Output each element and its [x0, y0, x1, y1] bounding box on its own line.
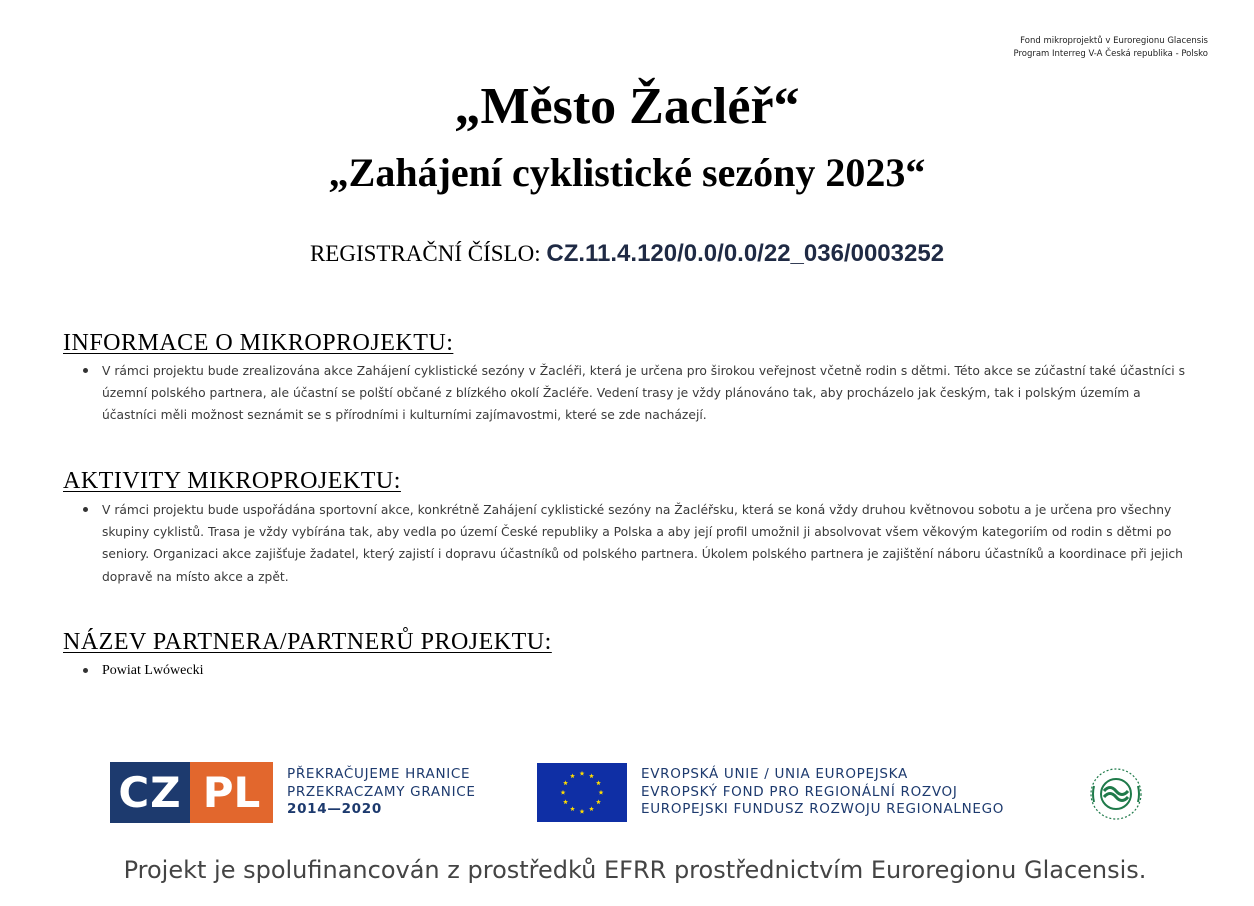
eu-star-icon [596, 799, 601, 804]
eu-line2: EVROPSKÝ FOND PRO REGIONÁLNÍ ROZVOJ [641, 783, 958, 800]
czpl-logo [110, 762, 273, 823]
eu-star-icon [599, 790, 604, 795]
eu-star-icon [589, 773, 594, 778]
eu-star-icon [596, 780, 601, 785]
eu-logo-text [641, 766, 1004, 819]
section-list-info [102, 360, 1192, 427]
list-item: Powiat Lwówecki [102, 660, 1192, 682]
section-heading-activities: AKTIVITY MIKROPROJEKTU: [63, 468, 401, 494]
czpl-logo-pl: PL [190, 762, 273, 823]
list-item: V rámci projektu bude uspořádána sportovní akce, konkrétně Zahájení cyklistické sezóny na Žacléřsku, která se koná vždy druhou květnovou sobotu a je určena pro všechny skupiny cyklistů. Trasa je vždy vybírána tak, aby vedla po území České republiky a Polska a aby její profil umožnil ji absolvovat všem věkovým kategoriím od rodin s dětmi po seniory. Organizaci akce zajišťuje žadatel, který zajistí i dopravu účastníků od polského partnera. Úkolem polského partnera je zajištění náboru účastníků a koordinace při jejich dopravě na místo akce a zpět. [102, 499, 1192, 588]
eu-star-icon [580, 809, 585, 814]
footer-cofinancing-note: Projekt je spolufinancován z prostředků EFRR prostřednictvím Euroregionu Glacensis. [123, 856, 1147, 884]
registration-number [0, 240, 1254, 268]
page-subtitle: „Zahájení cyklistické sezóny 2023“ [328, 150, 926, 195]
eu-star-icon [570, 806, 575, 811]
eu-flag-icon [537, 763, 627, 822]
section-list-activities [102, 499, 1192, 588]
section-list-partners [102, 660, 1192, 682]
registration-value: CZ.11.4.120/0.0/0.0/22_036/0003252 [546, 240, 945, 267]
program-note-line1: Fond mikroprojektů v Euroregionu Glacensis [1020, 36, 1208, 46]
eu-star-icon [563, 780, 568, 785]
eu-star-icon [589, 806, 594, 811]
czpl-logo-text [287, 766, 476, 819]
section-heading-info: INFORMACE O MIKROPROJEKTU: [63, 330, 454, 356]
czpl-line2: PRZEKRACZAMY GRANICE [287, 783, 476, 800]
page-title: „Město Žacléř“ [454, 78, 800, 135]
program-note-line2: Program Interreg V-A Česká republika - Polsko [1013, 49, 1208, 59]
czpl-years: 2014—2020 [287, 801, 382, 817]
eu-line1: EVROPSKÁ UNIE / UNIA EUROPEJSKA [641, 766, 908, 782]
czpl-logo-cz: CZ [110, 762, 190, 823]
program-note [1013, 35, 1208, 61]
section-heading-partners: NÁZEV PARTNERA/PARTNERŮ PROJEKTU: [63, 629, 552, 655]
eu-star-icon [570, 773, 575, 778]
registration-label: REGISTRAČNÍ ČÍSLO: [309, 241, 547, 266]
eu-stars-icon [537, 763, 627, 822]
eu-star-icon [580, 771, 585, 776]
list-item: V rámci projektu bude zrealizována akce Zahájení cyklistické sezóny v Žacléři, která je určena pro širokou veřejnost včetně rodin s dětmi. Této akce se zúčastní také účastníci s územní polského partnera, ale účastní se polští občané z blízkého okolí Žacléře. Vedení trasy je vždy plánováno tak, aby procházelo jak českým, tak i polským územím a účastníci měli možnost seznámit se s přírodními i kulturními zajímavostmi, které se zde nacházejí. [102, 360, 1192, 427]
euroregion-glacensis-logo-icon [1088, 766, 1144, 822]
eu-star-icon [563, 799, 568, 804]
eu-star-icon [561, 790, 566, 795]
czpl-line1: PŘEKRAČUJEME HRANICE [287, 766, 471, 782]
eu-line3: EUROPEJSKI FUNDUSZ ROZWOJU REGIONALNEGO [641, 801, 1005, 817]
